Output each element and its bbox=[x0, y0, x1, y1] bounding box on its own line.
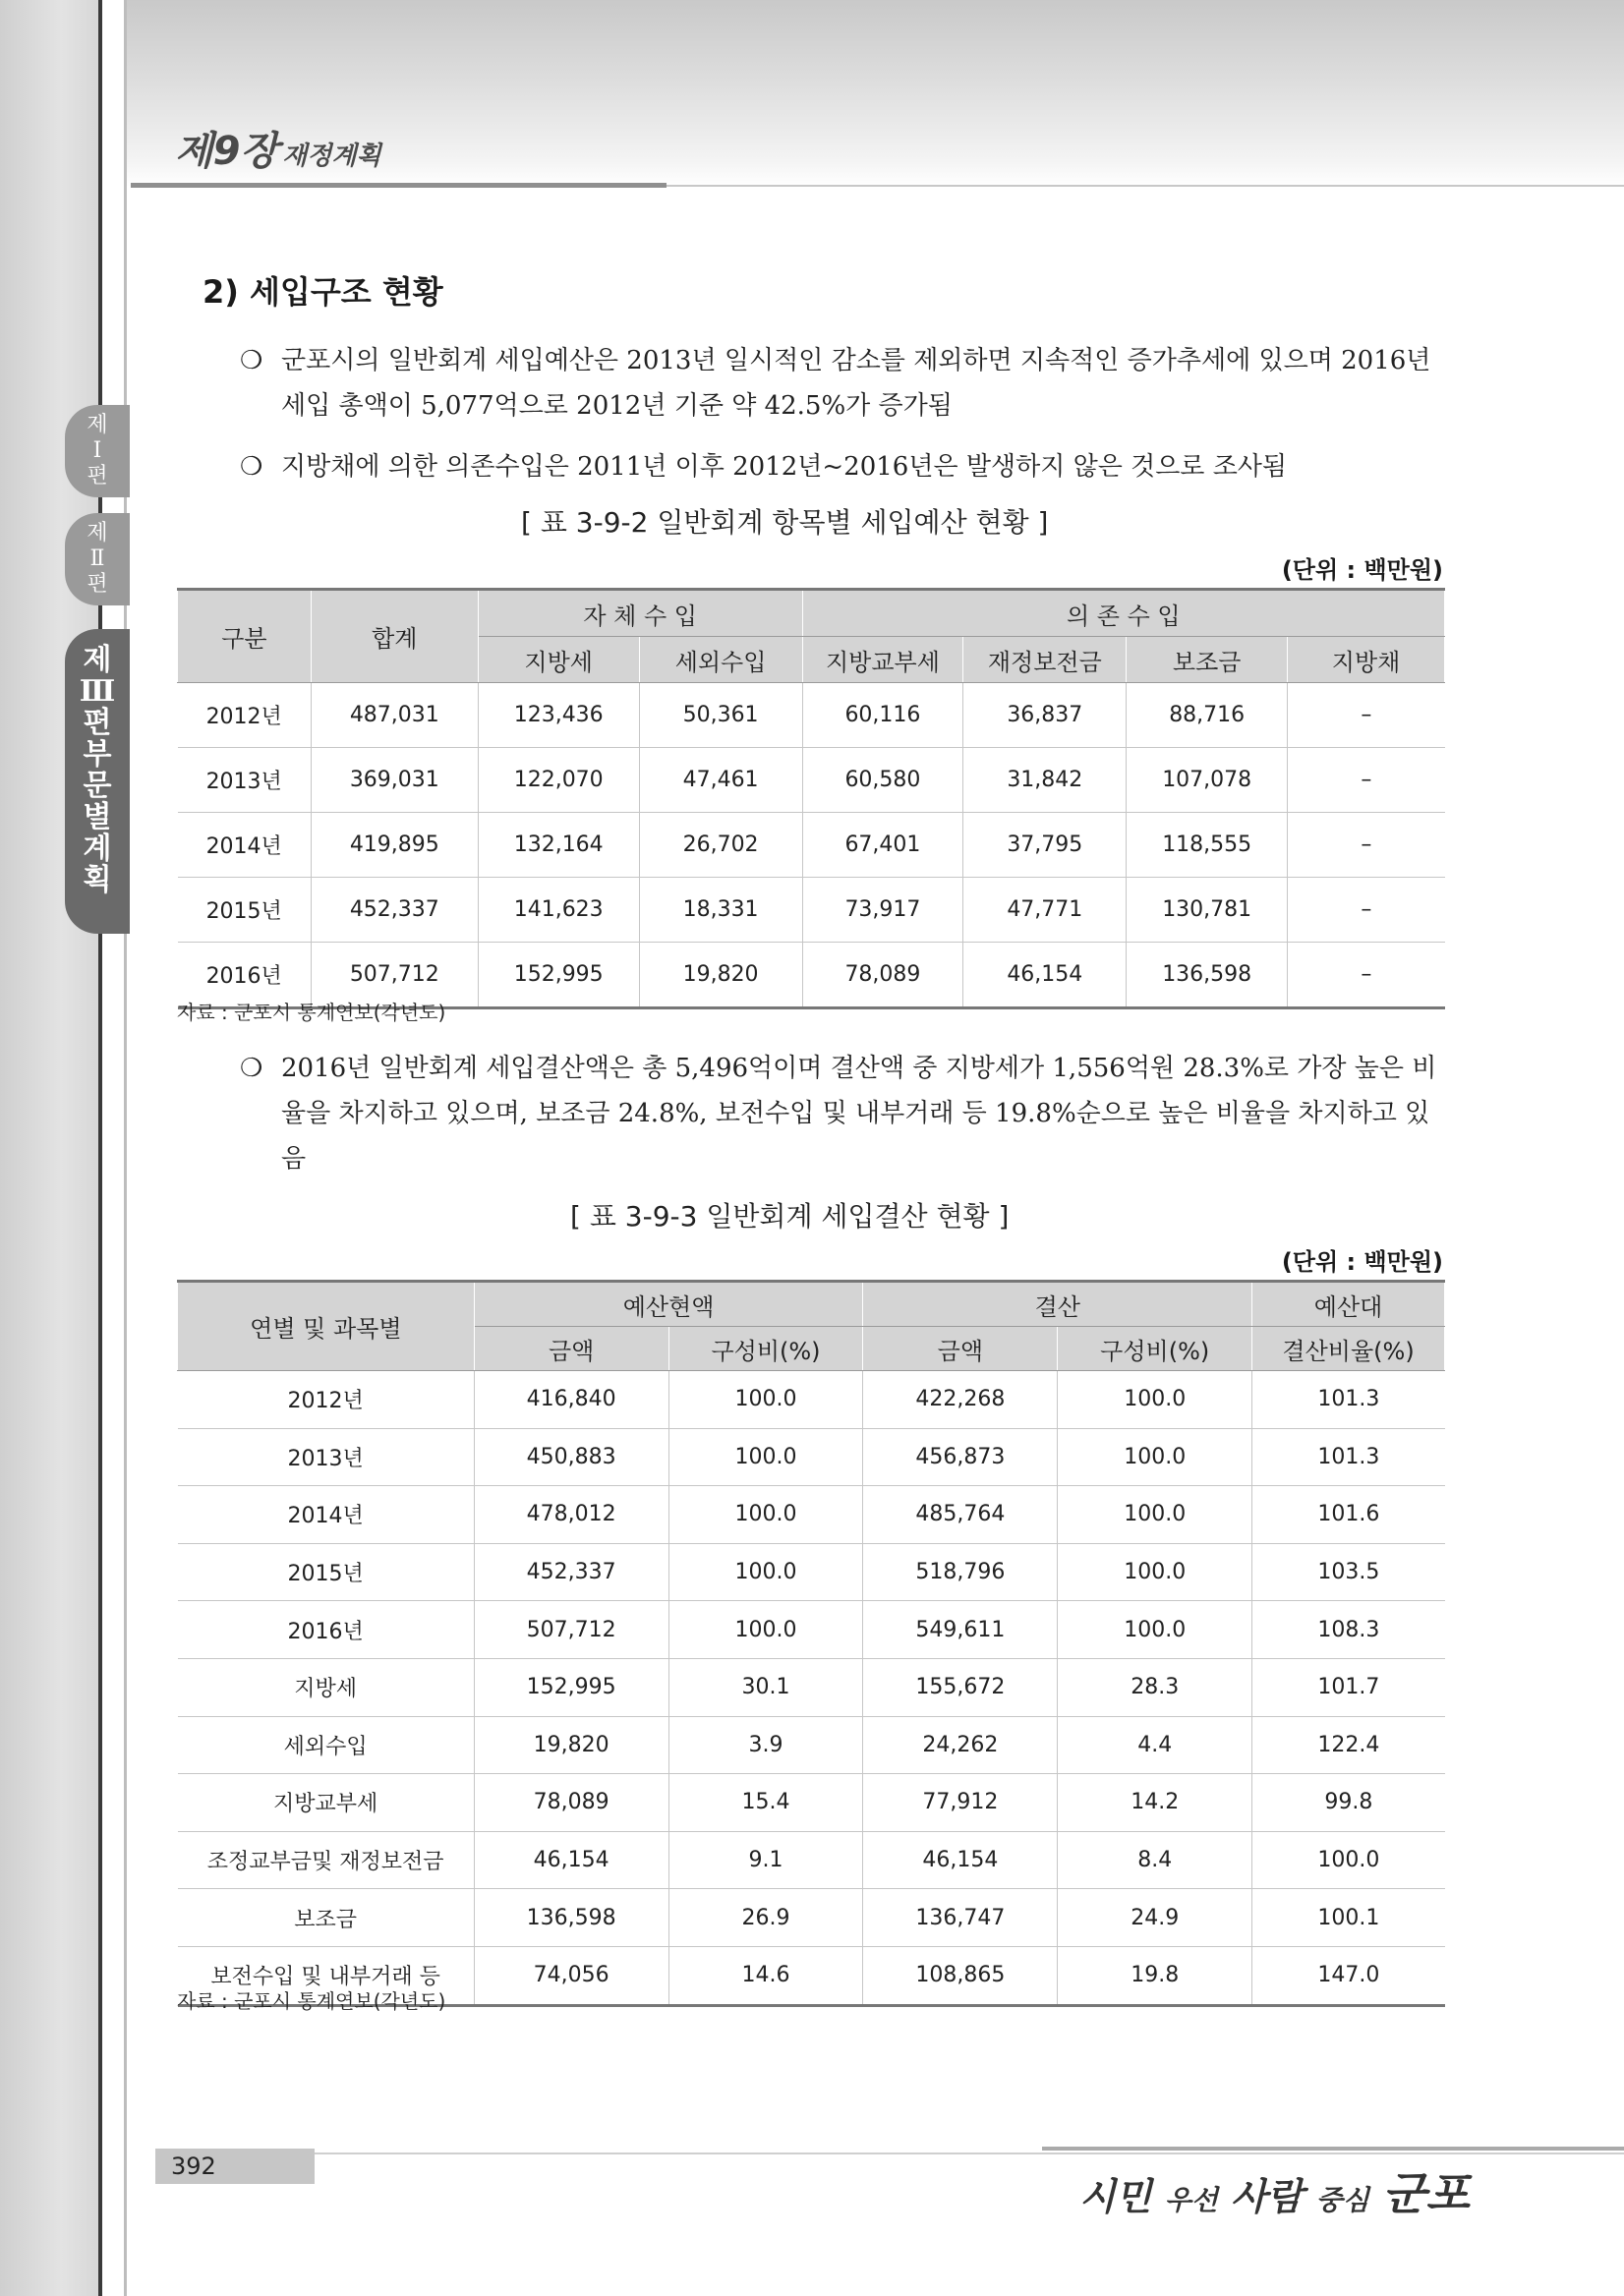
header-rule-thin bbox=[667, 185, 1624, 187]
header-self-revenue: 자 체 수 입 bbox=[478, 590, 802, 637]
section-title: 2) 세입구조 현황 bbox=[203, 273, 443, 311]
table-row: 보조금 136,598 26.9 136,747 24.9 100.1 bbox=[178, 1889, 1445, 1947]
paragraph-3 bbox=[240, 1046, 1449, 1181]
header-ratio-2: 결산비율(%) bbox=[1252, 1327, 1445, 1371]
header-sub: 금액 bbox=[474, 1327, 668, 1371]
header-sub: 재정보전금 bbox=[963, 637, 1127, 683]
table-row: 2014년 478,012 100.0 485,764 100.0 101.6 bbox=[178, 1486, 1445, 1544]
table-row: 2016년 507,712 152,995 19,820 78,089 46,154 136,598 – bbox=[178, 943, 1445, 1008]
chapter-header bbox=[175, 120, 381, 176]
table-row: 세외수입 19,820 3.9 24,262 4.4 122.4 bbox=[178, 1716, 1445, 1774]
footer-rule-accent bbox=[1042, 2147, 1624, 2151]
bullet-icon: ❍ bbox=[240, 452, 263, 482]
table2-caption: [ 표 3-9-3 일반회계 세입결산 현황 ] bbox=[570, 1200, 1010, 1233]
table-row: 2013년 450,883 100.0 456,873 100.0 101.3 bbox=[178, 1428, 1445, 1486]
chapter-number: 제9장 bbox=[175, 129, 279, 174]
paragraph-text: 지방채에 의한 의존수입은 2011년 이후 2012년~2016년은 발생하지 않은 것으로 조사됨 bbox=[281, 452, 1288, 482]
header-total: 합계 bbox=[311, 590, 478, 683]
table2-unit: (단위 : 백만원) bbox=[1281, 1248, 1443, 1276]
header-budget: 예산현액 bbox=[474, 1282, 863, 1327]
header-sub: 구성비(%) bbox=[668, 1327, 863, 1371]
table1-source: 자료 : 군포시 통계연보(각년도) bbox=[177, 1001, 446, 1024]
header-rule bbox=[131, 183, 667, 188]
bullet-icon: ❍ bbox=[240, 346, 263, 375]
table-row: 2014년 419,895 132,164 26,702 67,401 37,795 118,555 – bbox=[178, 813, 1445, 878]
header-item: 연별 및 과목별 bbox=[178, 1282, 475, 1371]
table-row: 2015년 452,337 100.0 518,796 100.0 103.5 bbox=[178, 1543, 1445, 1601]
table-row: 2015년 452,337 141,623 18,331 73,917 47,771 130,781 – bbox=[178, 878, 1445, 943]
city-slogan-logo: 시민 우선 사람 중심 군포 bbox=[1079, 2167, 1470, 2220]
table-row: 2012년 416,840 100.0 422,268 100.0 101.3 bbox=[178, 1371, 1445, 1429]
header-sub: 구성비(%) bbox=[1058, 1327, 1252, 1371]
tab-part-2[interactable]: 제 Ⅱ 편 bbox=[65, 513, 130, 605]
chapter-name: 재정계획 bbox=[282, 142, 381, 171]
table-row: 보전수입 및 내부거래 등 74,056 14.6 108,865 19.8 147.0 bbox=[178, 1946, 1445, 2005]
header-dependent-revenue: 의 존 수 입 bbox=[802, 590, 1445, 637]
table-row: 지방교부세 78,089 15.4 77,912 14.2 99.8 bbox=[178, 1774, 1445, 1832]
left-margin-band bbox=[0, 0, 102, 2296]
paragraph-text: 2016년 일반회계 세입결산액은 총 5,496억이며 결산액 중 지방세가 1,556억원 28.3%로 가장 높은 비율을 차지하고 있으며, 보조금 24.8%, 보전수입 및 내부거래 등 19.8%순으로 높은 비율을 차지하고 있음 bbox=[281, 1054, 1437, 1174]
tab-part-1[interactable]: 제 Ⅰ 편 bbox=[65, 405, 130, 497]
paragraph-text: 군포시의 일반회계 세입예산은 2013년 일시적인 감소를 제외하면 지속적인 증가추세에 있으며 2016년 세입 총액이 5,077억으로 2012년 기준 약 42.5%가 증가됨 bbox=[281, 346, 1431, 421]
table-row: 조정교부금및 재정보전금 46,154 9.1 46,154 8.4 100.0 bbox=[178, 1831, 1445, 1889]
table-row: 지방세 152,995 30.1 155,672 28.3 101.7 bbox=[178, 1658, 1445, 1716]
header-sub: 보조금 bbox=[1127, 637, 1288, 683]
table1-caption: [ 표 3-9-2 일반회계 항목별 세입예산 현황 ] bbox=[521, 506, 1049, 539]
table-row: 2013년 369,031 122,070 47,461 60,580 31,842 107,078 – bbox=[178, 748, 1445, 813]
paragraph-2 bbox=[240, 444, 1449, 489]
budget-table bbox=[177, 588, 1445, 1009]
table-row: 2016년 507,712 100.0 549,611 100.0 108.3 bbox=[178, 1601, 1445, 1659]
margin-edge-line bbox=[98, 0, 102, 2296]
header-sub: 세외수입 bbox=[639, 637, 802, 683]
header-sub: 금액 bbox=[863, 1327, 1058, 1371]
bullet-icon: ❍ bbox=[240, 1054, 263, 1083]
paragraph-1 bbox=[240, 338, 1449, 429]
header-settlement: 결산 bbox=[863, 1282, 1252, 1327]
margin-edge-line-2 bbox=[124, 0, 127, 2296]
header-ratio-1: 예산대 bbox=[1252, 1282, 1445, 1327]
header-gubun: 구분 bbox=[178, 590, 312, 683]
header-sub: 지방채 bbox=[1288, 637, 1445, 683]
header-sub: 지방세 bbox=[478, 637, 639, 683]
table-row: 2012년 487,031 123,436 50,361 60,116 36,837 88,716 – bbox=[178, 683, 1445, 748]
footer-rule bbox=[315, 2152, 1624, 2154]
table2-source: 자료 : 군포시 통계연보(각년도) bbox=[177, 1989, 446, 2013]
header-sub: 지방교부세 bbox=[802, 637, 963, 683]
settlement-table bbox=[177, 1280, 1445, 2007]
table1-unit: (단위 : 백만원) bbox=[1281, 556, 1443, 584]
tab-part-3-active[interactable]: 제 Ⅲ 편 부 문 별 계 획 bbox=[65, 629, 130, 934]
page-number: 392 bbox=[171, 2152, 216, 2180]
